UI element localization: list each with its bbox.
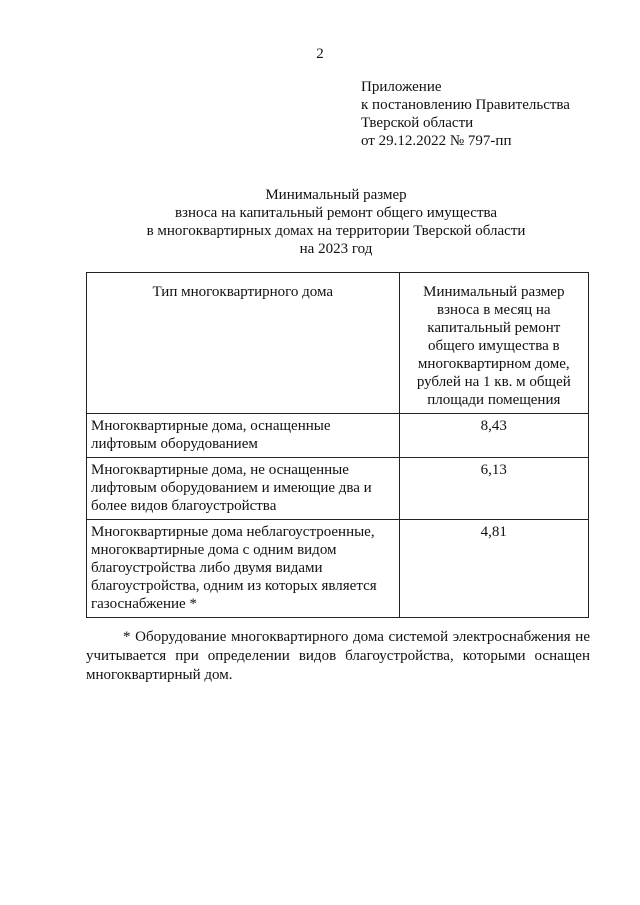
table-row — [87, 520, 589, 618]
table-row — [87, 458, 589, 520]
row-type-cell: Многоквартирные дома неблагоустроенные, многоквартирные дома с одним видом благоустройства либо двумя видами благоустройства, одним из которых является газоснабжение * — [87, 520, 400, 618]
fee-table — [86, 272, 589, 618]
title-line-2: взноса на капитальный ремонт общего имущества — [174, 205, 498, 221]
title-line-1: Минимальный размер — [265, 187, 407, 203]
appendix-line-2: к постановлению Правительства — [361, 97, 570, 113]
header-fee: Минимальный размер взноса в месяц на капитальный ремонт общего имущества в многоквартирном доме, рублей на 1 кв. м общей площади помещения — [399, 273, 588, 414]
row-fee-cell: 4,81 — [399, 520, 588, 618]
footnote: * Оборудование многоквартирного дома системой электроснабжения не учитывается при определении видов благоустройства, которыми оснащен многоквартирный дом. — [86, 629, 590, 683]
row-type-cell: Многоквартирные дома, не оснащенные лифтовым оборудованием и имеющие два и более видов благоустройства — [87, 458, 400, 520]
document-title — [0, 186, 640, 258]
header-type: Тип многоквартирного дома — [87, 273, 400, 414]
appendix-line-4: от 29.12.2022 № 797-пп — [361, 133, 512, 149]
title-line-4: на 2023 год — [299, 241, 373, 257]
row-fee-cell: 8,43 — [399, 414, 588, 458]
row-fee-cell: 6,13 — [399, 458, 588, 520]
table-header-row — [87, 273, 589, 414]
page-number: 2 — [316, 46, 324, 62]
row-type-cell: Многоквартирные дома, оснащенные лифтовым оборудованием — [87, 414, 400, 458]
table-row — [87, 414, 589, 458]
appendix-block — [361, 78, 570, 150]
appendix-line-3: Тверской области — [361, 115, 474, 131]
title-line-3: в многоквартирных домах на территории Тверской области — [146, 223, 526, 239]
appendix-line-1: Приложение — [361, 79, 442, 95]
